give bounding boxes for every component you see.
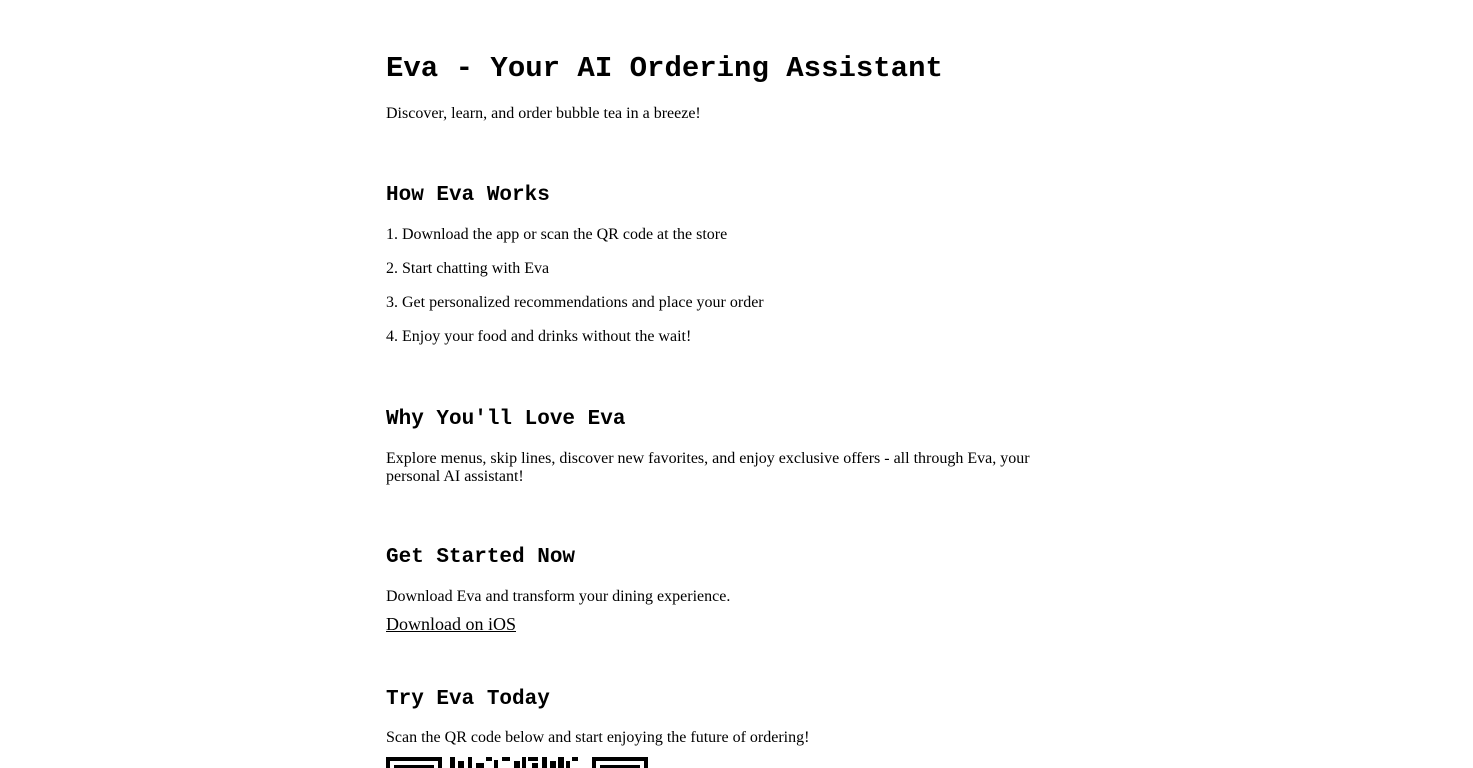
step-4: 4. Enjoy your food and drinks without the wait!	[386, 328, 692, 345]
download-ios-link[interactable]: Download on iOS	[386, 614, 516, 634]
try-today-text: Scan the QR code below and start enjoying the future of ordering!	[386, 729, 810, 746]
why-love-heading: Why You'll Love Eva	[386, 408, 626, 431]
qr-code-icon	[386, 757, 648, 768]
step-1: 1. Download the app or scan the QR code at the store	[386, 226, 728, 243]
get-started-text: Download Eva and transform your dining experience.	[386, 588, 731, 605]
step-2: 2. Start chatting with Eva	[386, 260, 550, 277]
why-love-text: Explore menus, skip lines, discover new favorites, and enjoy exclusive offers - all through Eva, your personal AI assistant!	[386, 450, 1030, 485]
step-3: 3. Get personalized recommendations and place your order	[386, 294, 764, 311]
get-started-heading: Get Started Now	[386, 546, 576, 569]
how-it-works-heading: How Eva Works	[386, 184, 550, 207]
try-today-heading: Try Eva Today	[386, 688, 550, 711]
page-title: Eva - Your AI Ordering Assistant	[386, 52, 943, 85]
page-subtitle: Discover, learn, and order bubble tea in a breeze!	[386, 105, 701, 122]
